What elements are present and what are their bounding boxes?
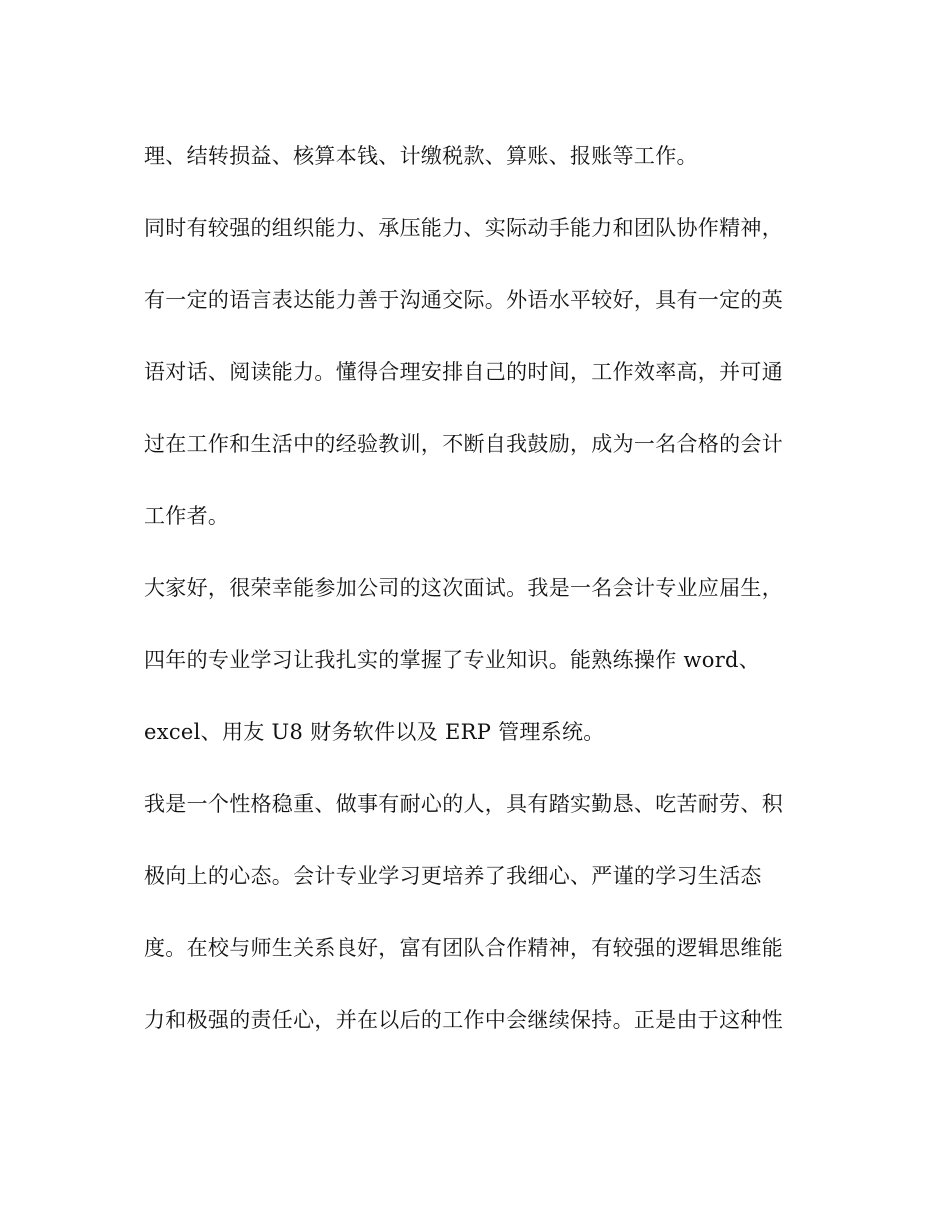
body-text [144, 136, 804, 1072]
text-line: 过在工作和生活中的经验教训，不断自我鼓励，成为一名合格的会计 [144, 432, 783, 456]
text-line: 度。在校与师生关系良好，富有团队合作精神，有较强的逻辑思维能 [144, 936, 783, 960]
text-line: 有一定的语言表达能力善于沟通交际。外语水平较好，具有一定的英 [144, 288, 783, 312]
text-line: 我是一个性格稳重、做事有耐心的人，具有踏实勤恳、吃苦耐劳、积 [144, 792, 783, 816]
text-line: 同时有较强的组织能力、承压能力、实际动手能力和团队协作精神， [144, 216, 783, 240]
text-line: 工作者。 [144, 504, 230, 528]
text-line: 力和极强的责任心，并在以后的工作中会继续保持。正是由于这种性 [144, 1008, 783, 1032]
text-line: 极向上的心态。会计专业学习更培养了我细心、严谨的学习生活态 [144, 864, 762, 888]
text-line: 大家好，很荣幸能参加公司的这次面试。我是一名会计专业应届生， [144, 576, 783, 600]
text-line: 语对话、阅读能力。懂得合理安排自己的时间，工作效率高，并可通 [144, 360, 783, 384]
text-line: excel、用友 U8 财务软件以及 ERP 管理系统。 [144, 720, 605, 744]
text-line: 四年的专业学习让我扎实的掌握了专业知识。能熟练操作 word、 [144, 648, 761, 672]
text-line: 理、结转损益、核算本钱、计缴税款、算账、报账等工作。 [144, 144, 698, 168]
